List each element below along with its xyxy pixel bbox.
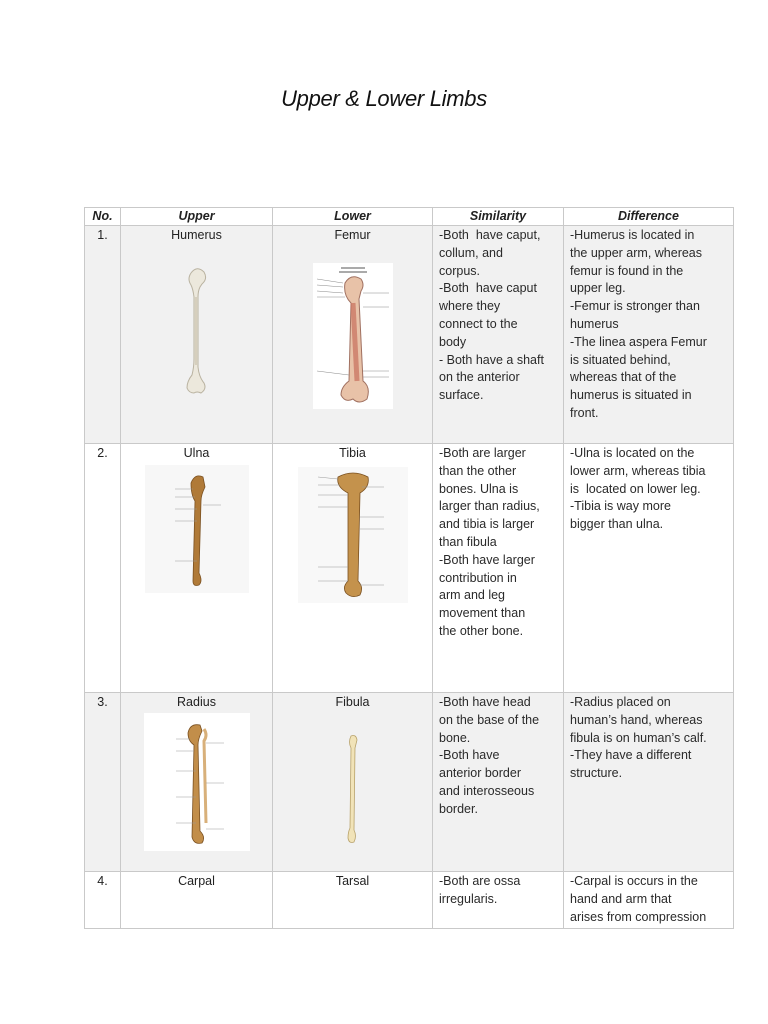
difference-line: -They have a different xyxy=(570,748,692,763)
difference-cell xyxy=(564,226,734,444)
tibia-diagram-icon xyxy=(298,467,408,603)
difference-line: is located on lower leg. xyxy=(570,481,701,496)
upper-bone-name: Ulna xyxy=(183,446,210,460)
similarity-line: where they xyxy=(439,299,501,314)
similarity-line: on the base of the xyxy=(439,712,540,727)
difference-line: hand and arm that xyxy=(570,891,672,906)
bone-comparison-table xyxy=(84,207,734,929)
upper-bone-name: Carpal xyxy=(178,874,215,888)
similarity-line: -Both have caput, xyxy=(439,228,541,242)
header-similarity: Similarity xyxy=(433,208,564,226)
similarity-line: -Both have caput xyxy=(439,281,537,296)
upper-bone-cell xyxy=(121,693,273,872)
radius-diagram-icon xyxy=(144,713,250,851)
similarity-line: collum, and xyxy=(439,245,503,260)
difference-line: human’s hand, whereas xyxy=(570,712,703,727)
lower-bone-name: Fibula xyxy=(335,695,370,709)
table-header-row xyxy=(85,208,734,226)
similarity-line: body xyxy=(439,334,467,349)
femur-diagram-icon xyxy=(313,263,393,409)
upper-bone-name: Humerus xyxy=(171,228,222,242)
lower-bone-name: Tarsal xyxy=(335,874,370,888)
difference-cell xyxy=(564,693,734,872)
similarity-cell xyxy=(433,226,564,444)
similarity-line: bone. xyxy=(439,730,471,745)
similarity-line: on the anterior xyxy=(439,370,520,385)
header-lower: Lower xyxy=(273,208,433,226)
similarity-line: the other bone. xyxy=(439,623,524,638)
lower-bone-cell xyxy=(273,226,433,444)
difference-line: femur is found in the xyxy=(570,263,684,278)
similarity-line: contribution in xyxy=(439,570,517,585)
lower-bone-cell xyxy=(273,444,433,693)
difference-line: humerus is situated in xyxy=(570,388,692,403)
difference-cell xyxy=(564,444,734,693)
difference-line: humerus xyxy=(570,316,619,331)
similarity-line: - Both have a shaft xyxy=(439,352,544,367)
difference-line: the upper arm, whereas xyxy=(570,245,703,260)
difference-line: front. xyxy=(570,405,599,420)
row-number: 3. xyxy=(85,693,121,872)
difference-line: is situated behind, xyxy=(570,352,671,367)
row-number: 4. xyxy=(85,872,121,929)
difference-line: -Tibia is way more xyxy=(570,499,671,514)
row-number: 1. xyxy=(85,226,121,444)
difference-line: upper leg. xyxy=(570,281,626,296)
similarity-line: arm and leg xyxy=(439,588,506,603)
upper-bone-cell xyxy=(121,444,273,693)
similarity-line: surface. xyxy=(439,388,484,403)
lower-bone-name: Tibia xyxy=(339,446,366,460)
difference-line: lower arm, whereas tibia xyxy=(570,463,706,478)
fibula-bone-icon xyxy=(343,734,363,844)
table-row-carpal-tarsal xyxy=(85,872,734,929)
header-difference: Difference xyxy=(564,208,734,226)
ulna-diagram-icon xyxy=(145,465,249,593)
similarity-line: -Both are ossa xyxy=(439,874,521,888)
difference-line: -Humerus is located in xyxy=(570,228,695,242)
humerus-bone-icon xyxy=(177,267,217,397)
similarity-line: -Both are larger xyxy=(439,446,526,460)
difference-line: -Ulna is located on the xyxy=(570,446,695,460)
table-row-radius-fibula xyxy=(85,693,734,872)
upper-bone-cell xyxy=(121,872,273,929)
header-no: No. xyxy=(85,208,121,226)
similarity-line: and interosseous xyxy=(439,783,535,798)
row-number: 2. xyxy=(85,444,121,693)
similarity-line: corpus. xyxy=(439,263,480,278)
difference-line: -Radius placed on xyxy=(570,695,671,709)
table-row-humerus-femur xyxy=(85,226,734,444)
similarity-line: anterior border xyxy=(439,766,521,781)
difference-line: fibula is on human’s calf. xyxy=(570,730,707,745)
difference-line: -The linea aspera Femur xyxy=(570,334,707,349)
difference-line: structure. xyxy=(570,766,623,781)
similarity-cell xyxy=(433,444,564,693)
header-upper: Upper xyxy=(121,208,273,226)
difference-cell xyxy=(564,872,734,929)
difference-line: whereas that of the xyxy=(570,370,677,385)
similarity-line: bones. Ulna is xyxy=(439,481,519,496)
table-row-ulna-tibia xyxy=(85,444,734,693)
similarity-line: than the other xyxy=(439,463,517,478)
page-title: Upper & Lower Limbs xyxy=(281,86,487,111)
similarity-line: -Both have larger xyxy=(439,552,535,567)
difference-line: -Femur is stronger than xyxy=(570,299,700,314)
similarity-line: than fibula xyxy=(439,534,497,549)
similarity-line: connect to the xyxy=(439,316,518,331)
similarity-line: border. xyxy=(439,801,478,816)
similarity-line: irregularis. xyxy=(439,891,498,906)
similarity-line: -Both have head xyxy=(439,695,531,709)
similarity-cell xyxy=(433,693,564,872)
lower-bone-cell xyxy=(273,693,433,872)
difference-line: -Carpal is occurs in the xyxy=(570,874,698,888)
difference-line: arises from compression xyxy=(570,909,707,924)
lower-bone-cell xyxy=(273,872,433,929)
upper-bone-cell xyxy=(121,226,273,444)
similarity-line: larger than radius, xyxy=(439,499,540,514)
similarity-line: movement than xyxy=(439,606,526,621)
similarity-line: -Both have xyxy=(439,748,500,763)
similarity-line: and tibia is larger xyxy=(439,517,535,532)
lower-bone-name: Femur xyxy=(334,228,371,242)
upper-bone-name: Radius xyxy=(177,695,216,709)
difference-line: bigger than ulna. xyxy=(570,517,664,532)
similarity-cell xyxy=(433,872,564,929)
